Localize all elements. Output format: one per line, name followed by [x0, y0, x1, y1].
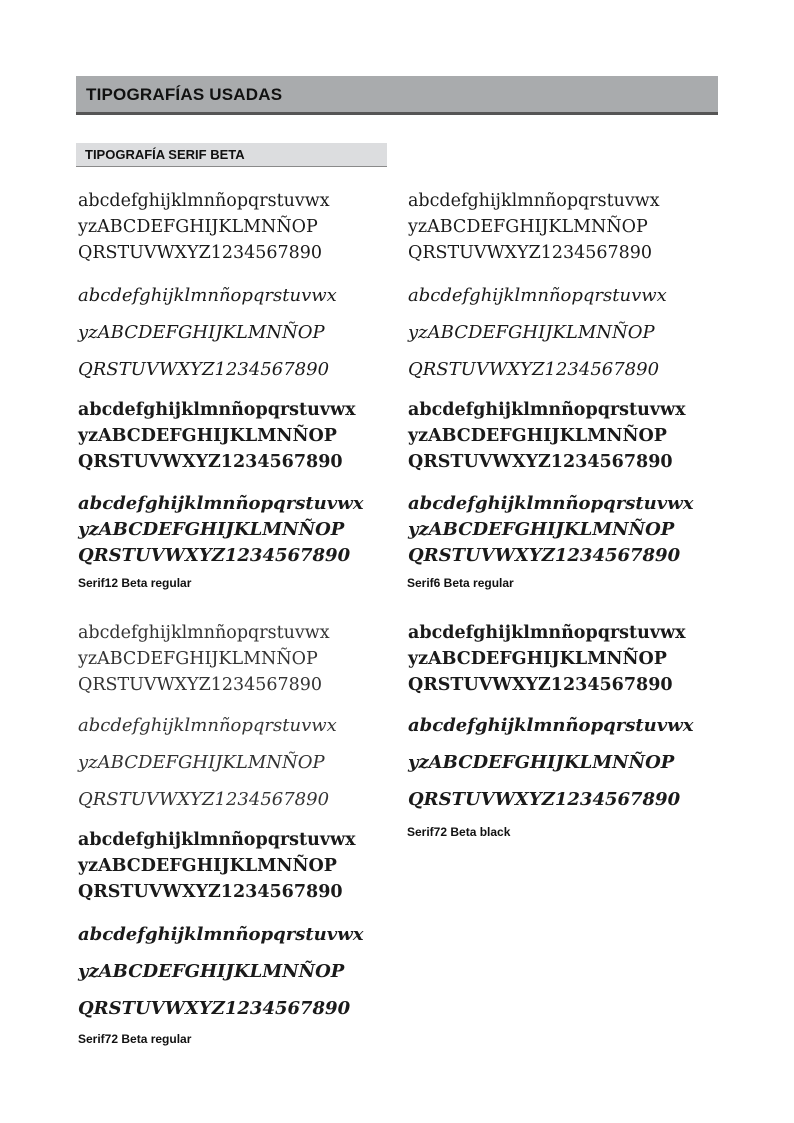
specimen-line: QRSTUVWXYZ1234567890: [78, 675, 323, 695]
specimen-line: abcdefghijklmnñopqrstuvwx: [78, 924, 364, 945]
specimen-serif12-upright: [78, 188, 330, 266]
subsection-header-bar: [76, 143, 387, 167]
specimen-serif12-bold-italic: [78, 491, 363, 569]
specimen-serif72-regular-italic: [78, 715, 337, 826]
specimen-serif72-black-italic: [408, 715, 693, 826]
specimen-line: QRSTUVWXYZ1234567890: [408, 789, 681, 810]
caption-serif72-regular: Serif72 Beta regular: [78, 1032, 192, 1046]
specimen-line: QRSTUVWXYZ1234567890: [78, 359, 330, 380]
specimen-line: abcdefghijklmnñopqrstuvwx: [408, 285, 667, 306]
specimen-line: abcdefghijklmnñopqrstuvwx: [408, 400, 686, 420]
specimen-line: QRSTUVWXYZ1234567890: [78, 789, 330, 810]
specimen-line: yzABCDEFGHIJKLMNÑOP: [78, 322, 325, 343]
specimen-line: abcdefghijklmnñopqrstuvwx: [78, 493, 364, 514]
specimen-line: yzABCDEFGHIJKLMNÑOP: [408, 322, 655, 343]
specimen-line: yzABCDEFGHIJKLMNÑOP: [78, 856, 337, 876]
specimen-line: abcdefghijklmnñopqrstuvwx: [408, 623, 686, 643]
section-header-title: TIPOGRAFÍAS USADAS: [86, 85, 283, 104]
specimen-line: abcdefghijklmnñopqrstuvwx: [78, 715, 337, 736]
specimen-line: yzABCDEFGHIJKLMNÑOP: [78, 217, 318, 237]
subsection-header-title: TIPOGRAFÍA SERIF BETA: [85, 147, 245, 162]
specimen-serif6-bold-italic: [408, 491, 693, 569]
caption-serif72-black: Serif72 Beta black: [407, 825, 511, 839]
specimen-line: abcdefghijklmnñopqrstuvwx: [78, 285, 337, 306]
section-header-bar: [76, 76, 718, 115]
specimen-line: abcdefghijklmnñopqrstuvwx: [78, 830, 356, 850]
specimen-serif72-regular-bold: [78, 827, 356, 905]
specimen-line: abcdefghijklmnñopqrstuvwx: [78, 623, 330, 643]
specimen-line: QRSTUVWXYZ1234567890: [408, 243, 653, 263]
specimen-serif12-italic: [78, 285, 337, 396]
specimen-line: yzABCDEFGHIJKLMNÑOP: [408, 519, 675, 540]
specimen-line: QRSTUVWXYZ1234567890: [78, 882, 343, 902]
specimen-serif72-regular-bold-italic: [78, 924, 363, 1035]
specimen-line: QRSTUVWXYZ1234567890: [78, 998, 351, 1019]
specimen-line: QRSTUVWXYZ1234567890: [408, 359, 660, 380]
specimen-line: QRSTUVWXYZ1234567890: [408, 545, 681, 566]
specimen-serif6-bold: [408, 397, 686, 475]
specimen-line: QRSTUVWXYZ1234567890: [78, 243, 323, 263]
specimen-serif6-italic: [408, 285, 667, 396]
specimen-line: yzABCDEFGHIJKLMNÑOP: [78, 649, 318, 669]
specimen-line: yzABCDEFGHIJKLMNÑOP: [408, 426, 667, 446]
specimen-serif12-bold: [78, 397, 356, 475]
specimen-line: yzABCDEFGHIJKLMNÑOP: [78, 519, 345, 540]
specimen-line: abcdefghijklmnñopqrstuvwx: [408, 493, 694, 514]
specimen-line: QRSTUVWXYZ1234567890: [408, 452, 673, 472]
specimen-line: yzABCDEFGHIJKLMNÑOP: [78, 752, 325, 773]
specimen-line: abcdefghijklmnñopqrstuvwx: [408, 191, 660, 211]
specimen-serif72-black-upright: [408, 620, 686, 698]
specimen-line: yzABCDEFGHIJKLMNÑOP: [408, 752, 675, 773]
specimen-line: QRSTUVWXYZ1234567890: [78, 545, 351, 566]
caption-serif12-regular: Serif12 Beta regular: [78, 576, 192, 590]
specimen-line: abcdefghijklmnñopqrstuvwx: [78, 191, 330, 211]
specimen-line: abcdefghijklmnñopqrstuvwx: [408, 715, 694, 736]
specimen-line: yzABCDEFGHIJKLMNÑOP: [78, 426, 337, 446]
specimen-line: QRSTUVWXYZ1234567890: [408, 675, 673, 695]
specimen-line: abcdefghijklmnñopqrstuvwx: [78, 400, 356, 420]
specimen-line: yzABCDEFGHIJKLMNÑOP: [408, 649, 667, 669]
specimen-line: QRSTUVWXYZ1234567890: [78, 452, 343, 472]
specimen-line: yzABCDEFGHIJKLMNÑOP: [408, 217, 648, 237]
specimen-serif72-regular-upright: [78, 620, 330, 698]
specimen-line: yzABCDEFGHIJKLMNÑOP: [78, 961, 345, 982]
caption-serif6-regular: Serif6 Beta regular: [407, 576, 514, 590]
specimen-serif6-upright: [408, 188, 660, 266]
